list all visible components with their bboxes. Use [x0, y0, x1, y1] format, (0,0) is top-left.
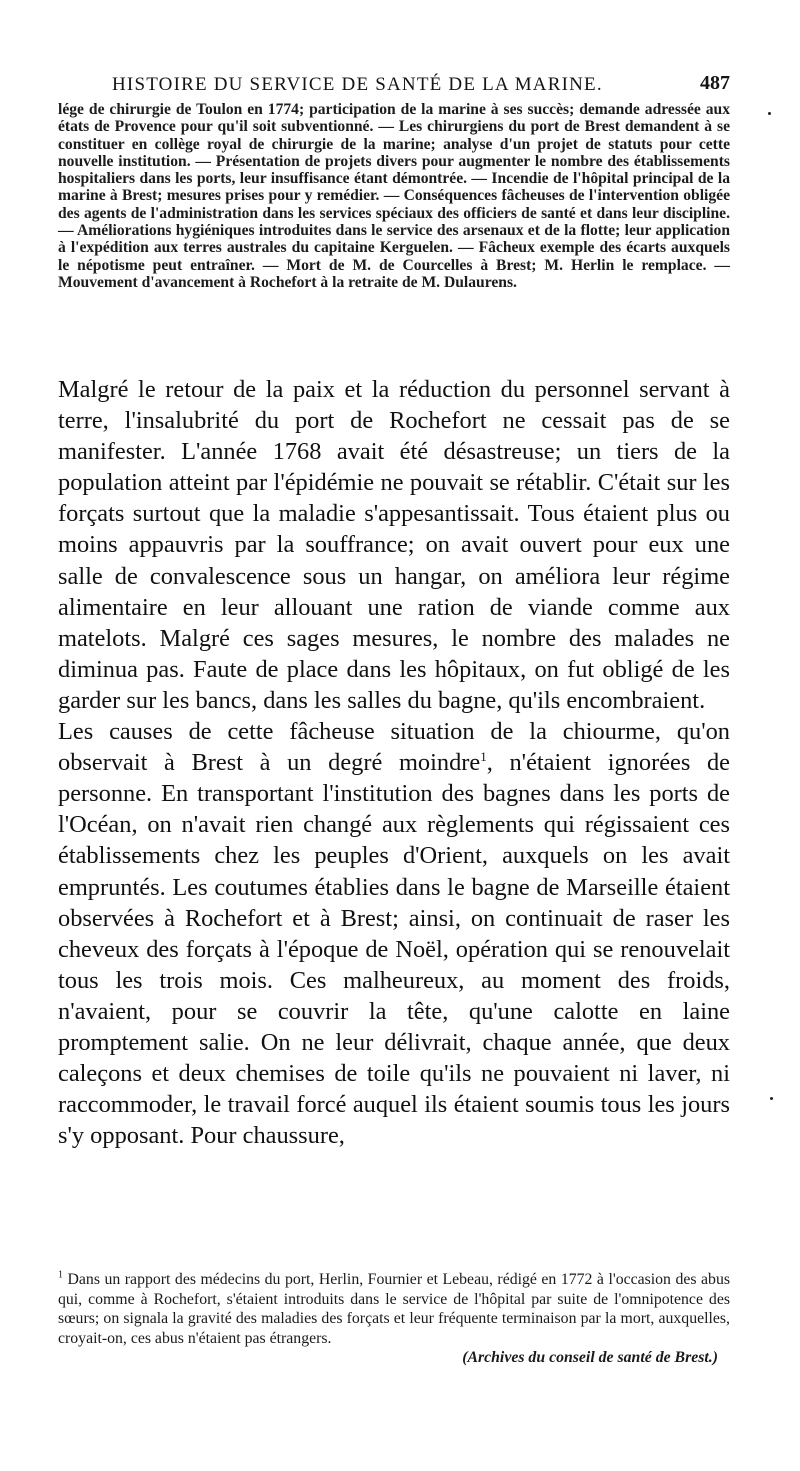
- footnote-text: Dans un rapport des médecins du port, Herlin, Fournier et Lebeau, rédigé en 1772 à l'occasion des abus qui, comme à Rochefort, s'étaient introduits dans le service de l'hôpital par suite de l'omnipotence des sœurs; on signala la gravité des maladies des forçats et leur fréquente terminaison par la mort, auxquelles, croyait-on, ces abus n'étaient pas étrangers.: [58, 1271, 730, 1347]
- footnote-reference[interactable]: 1: [480, 749, 487, 764]
- running-title: HISTOIRE DU SERVICE DE SANTÉ DE LA MARINE.: [112, 74, 603, 95]
- scan-speck-icon: [768, 112, 771, 115]
- paragraph-2-part-1: Les causes de cette fâcheuse situation de la chiourme, qu'on observait à Brest à un degré moindre: [58, 718, 730, 777]
- paragraph-2-part-2: , n'étaient ignorées de personne. En transportant l'institution des bagnes dans les ports de l'Océan, on n'avait rien changé aux règlements qui régissaient ces établissements chez les peuples d'Orient, auxquels on les avait empruntés. Les coutumes établies dans le bagne de Marseille étaient observées à Rochefort et à Brest; ainsi, on continuait de raser les cheveux des forçats à l'époque de Noël, opération qui se renouvelait tous les trois mois. Ces malheureux, au moment des froids, n'avaient, pour se couvrir la tête, qu'une calotte en laine promptement salie. On ne leur délivrait, chaque année, que deux caleçons et deux chemises de toile qu'ils ne pouvaient ni laver, ni raccommoder, le travail forcé auquel ils étaient soumis tous les jours s'y opposant. Pour chaussure,: [58, 749, 730, 1150]
- footnote-number: 1: [58, 1269, 63, 1281]
- paragraph-2: [58, 716, 730, 1151]
- paragraph-1: Malgré le retour de la paix et la réduction du personnel servant à terre, l'insalubrité du port de Rochefort ne cessait pas de se manifester. L'année 1768 avait été désastreuse; un tiers de la population atteint par l'épidémie ne pouvait se rétablir. C'était sur les forçats surtout que la maladie s'appesantissait. Tous étaient plus ou moins appauvris par la souffrance; on avait ouvert pour eux une salle de convalescence sous un hangar, on améliora leur régime alimentaire en leur allouant une ration de viande comme aux matelots. Malgré ces sages mesures, le nombre des malades ne diminua pas. Faute de place dans les hôpitaux, on fut obligé de les garder sur les bancs, dans les salles du bagne, qu'ils encombraient.: [58, 376, 730, 714]
- footnote: [58, 1270, 730, 1368]
- chapter-summary: lége de chirurgie de Toulon en 1774; participation de la marine à ses succès; demande adressée aux états de Provence pour qu'il soit subventionné. — Les chirurgiens du port de Brest demandent à se constituer en collège royal de chirurgie de la marine; analyse d'un projet de statuts pour cette nouvelle institution. — Présentation de projets divers pour augmenter le nombre des établissements hospitaliers dans les ports, leur insuffisance étant démontrée. — Incendie de l'hôpital principal de la marine à Brest; mesures prises pour y remédier. — Conséquences fâcheuses de l'intervention obligée des agents de l'administration dans les services spéciaux des officiers de santé et dans leur discipline. — Améliorations hygiéniques introduites dans le service des arsenaux et de la flotte; leur application à l'expédition aux terres australes du capitaine Kerguelen. — Fâcheux exemple des écarts auxquels le népotisme peut entraîner. — Mort de M. de Courcelles à Brest; M. Herlin le remplace. — Mouvement d'avancement à Rochefort à la retraite de M. Dulaurens.: [58, 101, 730, 291]
- scan-speck-icon: [770, 1097, 773, 1100]
- main-text: [58, 374, 730, 1151]
- running-head: [112, 74, 730, 98]
- footnote-source: (Archives du conseil de santé de Brest.): [462, 1349, 718, 1367]
- page-number: 487: [700, 72, 730, 94]
